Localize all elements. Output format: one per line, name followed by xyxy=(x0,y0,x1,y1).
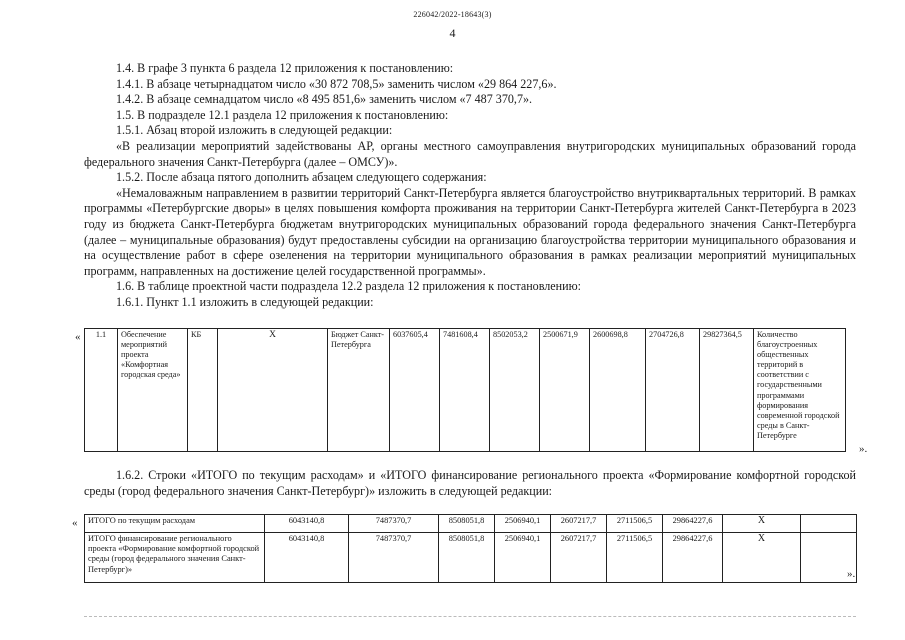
x-cell: X xyxy=(218,329,328,452)
row-label: ИТОГО по текущим расходам xyxy=(85,515,265,533)
total-value-6: 2711506,5 xyxy=(607,515,663,533)
measure-name: Обеспечение мероприятий проекта «Комфортная городская среда» xyxy=(118,329,188,452)
total-value-5: 2607217,7 xyxy=(551,515,607,533)
table-row xyxy=(85,329,846,452)
paragraph-1-4-2: 1.4.2. В абзаце семнадцатом число «8 495 851,6» заменить числом «7 487 370,7». xyxy=(116,92,533,107)
value-2022: 8502053,2 xyxy=(490,329,540,452)
indicator-cell: Количество благоустроенных общественных территорий в соответствии с государственными программами формирования современной городской среды в Санкт-Петербурге xyxy=(754,329,846,452)
total-value-1: 6043140,8 xyxy=(265,515,349,533)
table-totals xyxy=(84,514,857,583)
scan-edge-line xyxy=(84,616,856,617)
value-2025: 2704726,8 xyxy=(646,329,700,452)
value-2024: 2600698,8 xyxy=(590,329,646,452)
paragraph-1-6-1: 1.6.1. Пункт 1.1 изложить в следующей редакции: xyxy=(116,294,374,309)
paragraph-quote-omsu: «В реализации мероприятий задействованы АР, органы местного самоуправления внутригородских муниципальных образований города федерального значения Санкт-Петербурга (далее – ОМСУ)». xyxy=(84,138,856,169)
value-total: 29827364,5 xyxy=(700,329,754,452)
table1-quote-open: « xyxy=(75,331,81,343)
total-value-6: 2711506,5 xyxy=(607,533,663,583)
total-value-1: 6043140,8 xyxy=(265,533,349,583)
x-cell: X xyxy=(723,533,801,583)
total-value-5: 2607217,7 xyxy=(551,533,607,583)
total-value-2: 7487370,7 xyxy=(349,533,439,583)
table2-quote-close: ». xyxy=(847,568,856,580)
code-cell: КБ xyxy=(188,329,218,452)
table2-quote-open: « xyxy=(72,517,78,529)
paragraph-1-4: 1.4. В графе 3 пункта 6 раздела 12 приложения к постановлению: xyxy=(116,61,454,75)
table-row xyxy=(85,515,857,533)
row-label: ИТОГО финансирование регионального проекта «Формирование комфортной городской среды (город федерального значения Санкт-Петербург)» xyxy=(85,533,265,583)
total-value-2: 7487370,7 xyxy=(349,515,439,533)
paragraph-1-6: 1.6. В таблице проектной части подраздела 12.2 раздела 12 приложения к постановлению: xyxy=(116,279,582,294)
total-value-4: 2506940,1 xyxy=(495,533,551,583)
paragraph-1-5-2: 1.5.2. После абзаца пятого дополнить абзацем следующего содержания: xyxy=(116,170,487,185)
empty-cell xyxy=(801,515,857,533)
total-value-3: 8508051,8 xyxy=(439,515,495,533)
table-row xyxy=(85,533,857,583)
source-cell: Бюджет Санкт-Петербурга xyxy=(328,329,390,452)
paragraph-1-5-1: 1.5.1. Абзац второй изложить в следующей редакции: xyxy=(116,123,393,138)
document-id: 226042/2022-18643(3) xyxy=(413,10,492,19)
table1-quote-close: ». xyxy=(859,443,868,455)
total-value-sum: 29864227,6 xyxy=(663,533,723,583)
table-point-1-1 xyxy=(84,328,846,452)
value-2020: 6037605,4 xyxy=(390,329,440,452)
value-2021: 7481608,4 xyxy=(440,329,490,452)
value-2023: 2500671,9 xyxy=(540,329,590,452)
paragraph-1-6-2: 1.6.2. Строки «ИТОГО по текущим расходам» и «ИТОГО финансирование регионального проекта «Формирование комфортной городской среды (город федерального значения Санкт-Петербург)» изложить в следующей редакции: xyxy=(84,468,856,498)
total-value-sum: 29864227,6 xyxy=(663,515,723,533)
paragraph-quote-dvory: «Немаловажным направлением в развитии территорий Санкт-Петербурга является благоустройство внутриквартальных территорий. В рамках программы «Петербургские дворы» в целях повышения комфорта проживания на территории Санкт-Петербурга жителей Санкт-Петербурга в 2023 году из бюджета Санкт-Петербурга бюджетам внутригородских муниципальных образований города федерального значения Санкт-Петербурга (далее – муниципальные образования) будут предоставлены субсидии на организацию благоустройства территории муниципального образования и на осуществление работ в сфере озеленения на территории муниципального образования в рамках реализации мероприятий муниципальных программ, направленных на достижение целей государственной программы». xyxy=(84,185,856,278)
total-value-4: 2506940,1 xyxy=(495,515,551,533)
row-number: 1.1 xyxy=(85,329,118,452)
x-cell: X xyxy=(723,515,801,533)
page-number: 4 xyxy=(449,26,456,40)
amendment-text xyxy=(84,61,856,311)
paragraph-1-5: 1.5. В подразделе 12.1 раздела 12 приложения к постановлению: xyxy=(116,107,449,122)
total-value-3: 8508051,8 xyxy=(439,533,495,583)
paragraph-1-4-1: 1.4.1. В абзаце четырнадцатом число «30 872 708,5» заменить числом «29 864 227,6». xyxy=(116,76,557,91)
